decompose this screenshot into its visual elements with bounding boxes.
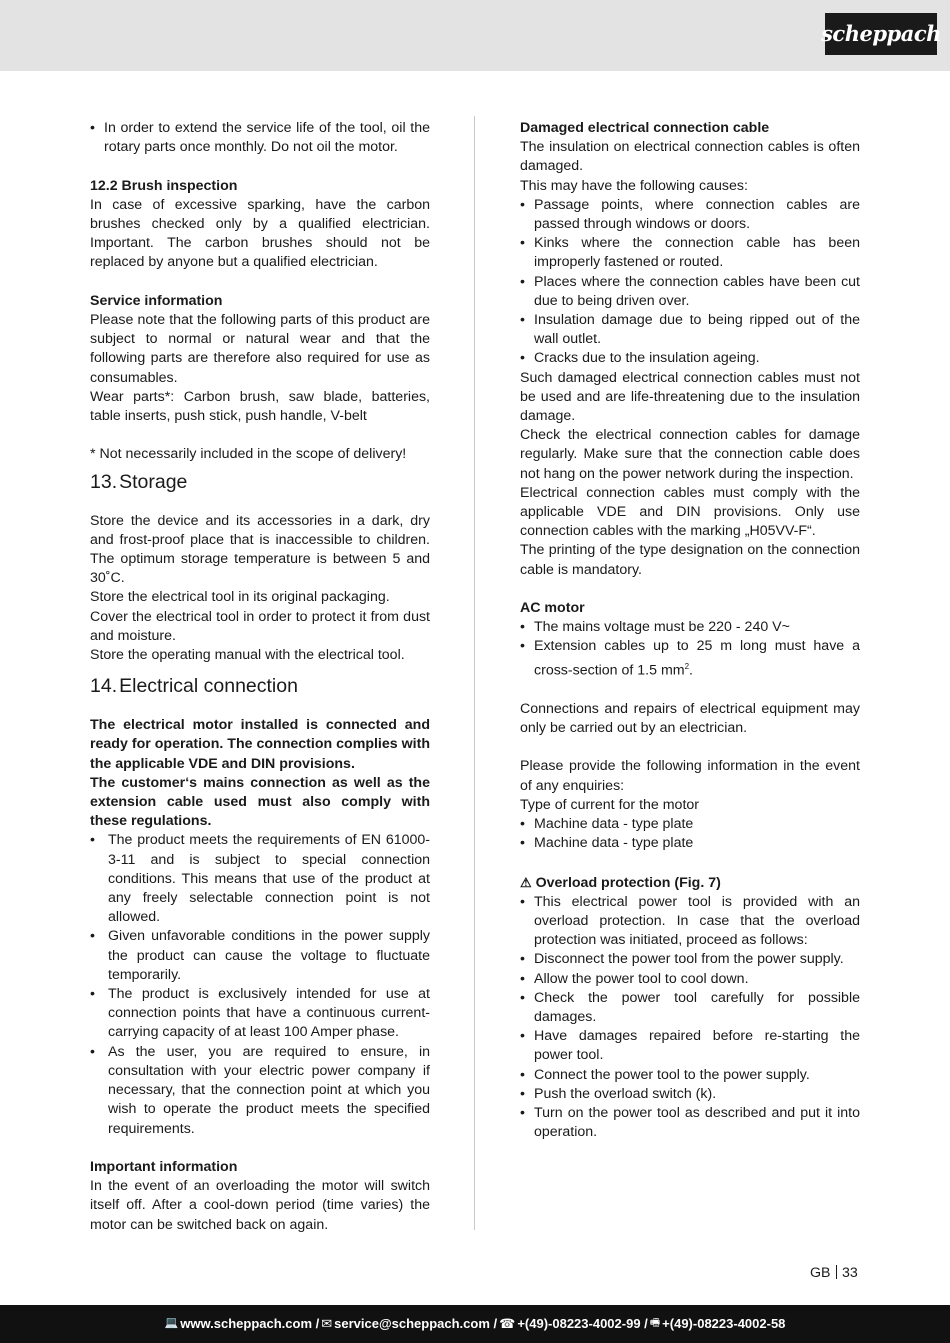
service-text-1: Please note that the following parts of this product are subject to normal or natural wear and that the following parts are therefore also required for use as consumables.: [90, 312, 430, 386]
electrical-bold-2: The customer‘s mains connection as well as the extension cable used must also comply with these regulations.: [90, 774, 430, 830]
list-item: • Have damages repaired before re-starting the power tool.: [520, 1027, 860, 1065]
page-number: [810, 1264, 858, 1283]
ac-motor-list: [520, 618, 860, 680]
list-item: [520, 637, 860, 680]
storage-title: Storage: [119, 470, 188, 493]
list-item: • Insulation damage due to being ripped out of the wall outlet.: [520, 311, 860, 349]
cable-para-3: Such damaged electrical connection cables must not be used and are life-threatening due to the insulation damage.: [520, 369, 860, 425]
warning-icon: ⚠: [520, 874, 532, 890]
important-heading: Important information: [90, 1158, 238, 1175]
list-item: • Connect the power tool to the power supply.: [520, 1066, 860, 1085]
storage-para-4: Store the operating manual with the electrical tool.: [90, 647, 405, 664]
list-item: • Passage points, where connection cables are passed through windows or doors.: [520, 196, 860, 234]
footer-website[interactable]: www.scheppach.com /: [180, 1316, 320, 1332]
fax-icon: 🖷: [649, 1317, 661, 1330]
footer-fax: +(49)-08223-4002-58: [662, 1316, 786, 1332]
column-divider: [474, 116, 475, 1230]
brush-text: In case of excessive sparking, have the carbon brushes checked only by a qualified electrician. Important. The carbon brushes should not be replaced by anyone but a qualified electrician.: [90, 196, 430, 271]
page-separator: [836, 1265, 838, 1279]
cable-para-4: Check the electrical connection cables for damage regularly. Make sure that the connection cable does not hang on the power network during the inspection.: [520, 427, 860, 482]
electrical-bold-1: The electrical motor installed is connected and ready for operation. The connection complies with the applicable VDE and DIN provisions.: [90, 717, 430, 772]
list-item: • Push the overload switch (k).: [520, 1085, 860, 1104]
ac-bullet-2-sup: 2: [684, 661, 690, 671]
important-text: In the event of an overloading the motor will switch itself off. After a cool-down period (time varies) the motor can be switched back on again.: [90, 1178, 430, 1233]
electrical-number: 14.: [90, 675, 118, 698]
list-item: • Given unfavorable conditions in the power supply the product can cause the voltage to fluctuate temporarily.: [90, 927, 430, 985]
list-item: • Cracks due to the insulation ageing.: [520, 349, 860, 368]
storage-para-3: Cover the electrical tool in order to protect it from dust and moisture.: [90, 608, 430, 644]
list-item: • As the user, you are required to ensure, in consultation with your electric power company if necessary, that the connection point at which you wish to operate the product meets the specified requirements.: [90, 1043, 430, 1139]
storage-heading: [90, 470, 430, 494]
cable-para-6: The printing of the type designation on the connection cable is mandatory.: [520, 542, 860, 578]
ac-motor-heading: AC motor: [520, 600, 585, 617]
overload-title: Overload protection (Fig. 7): [535, 874, 721, 891]
left-column: [90, 119, 430, 1235]
right-column: [520, 119, 860, 1142]
cable-para-1: The insulation on electrical connection cables is often damaged.: [520, 139, 860, 175]
list-item: • Machine data - type plate: [520, 815, 860, 834]
oil-bullet: • In order to extend the service life of the tool, oil the rotary parts once monthly. Do not oil the motor.: [90, 119, 430, 157]
list-item: • Places where the connection cables have been cut due to being driven over.: [520, 273, 860, 311]
storage-para-2: Store the electrical tool in its original packaging.: [90, 589, 390, 606]
list-item: • This electrical power tool is provided with an overload protection. In case that the overload protection was initiated, proceed as follows:: [520, 893, 860, 951]
list-item: • Disconnect the power tool from the power supply.: [520, 950, 860, 969]
footnote: * Not necessarily included in the scope of delivery!: [90, 446, 407, 463]
electrical-title: Electrical connection: [119, 675, 298, 698]
cable-para-5: Electrical connection cables must comply with the applicable VDE and DIN provisions. Only use connection cables with the marking „H05VV-F“.: [520, 484, 860, 540]
header-band: [0, 0, 950, 71]
overload-heading: [520, 873, 860, 893]
ac-bullet-2-text: Extension cables up to 25 m long must have a cross-section of 1.5 mm: [534, 638, 860, 679]
list-item: • The product meets the requirements of EN 61000-3-11 and is subject to special connection conditions. This means that use of the product at any freely selectable connection point is not allowed.: [90, 831, 430, 927]
list-item: • The mains voltage must be 220 - 240 V~: [520, 618, 860, 637]
service-heading: Service information: [90, 292, 223, 309]
cable-heading: Damaged electrical connection cable: [520, 120, 770, 136]
list-item: • Check the power tool carefully for possible damages.: [520, 989, 860, 1027]
cable-causes-list: [520, 196, 860, 369]
list-item: • Allow the power tool to cool down.: [520, 970, 860, 989]
phone-icon: ☎: [499, 1316, 516, 1332]
footer-phone: +(49)-08223-4002-99 /: [517, 1316, 648, 1332]
brush-heading: 12.2 Brush inspection: [90, 177, 238, 194]
ac-bullet-2-end: .: [689, 662, 693, 679]
enquiry-para-2: Type of current for the motor: [520, 796, 699, 813]
list-item: • Machine data - type plate: [520, 834, 860, 853]
list-item: • Kinks where the connection cable has been improperly fastened or routed.: [520, 234, 860, 272]
oil-list: [90, 119, 430, 157]
page-number-value: 33: [842, 1265, 858, 1281]
page-lang: GB: [810, 1265, 831, 1281]
mail-icon: ✉: [321, 1316, 333, 1332]
electrical-list: [90, 831, 430, 1138]
list-item: • The product is exclusively intended for use at connection points that have a continuous current-carrying capacity of at least 100 Amper phase.: [90, 985, 430, 1043]
repairs-text: Connections and repairs of electrical equipment may only be carried out by an electrician.: [520, 700, 860, 736]
brand-logo: scheppach: [825, 13, 937, 55]
enquiry-para-1: Please provide the following information in the event of any enquiries:: [520, 758, 860, 794]
footer-email[interactable]: service@scheppach.com /: [334, 1316, 498, 1332]
electrical-heading: [90, 674, 430, 698]
footer-bar: [0, 1305, 950, 1343]
service-text-2: Wear parts*: Carbon brush, saw blade, batteries, table inserts, push stick, push handle, V-belt: [90, 388, 430, 425]
storage-para-1: Store the device and its accessories in a dark, dry and frost-proof place that is inaccessible to children. The optimum storage temperature is between 5 and 30˚C.: [90, 512, 430, 587]
storage-number: 13.: [90, 470, 118, 493]
overload-list: [520, 893, 860, 1143]
enquiry-list: [520, 815, 860, 853]
cable-para-2: This may have the following causes:: [520, 177, 748, 194]
computer-icon: 💻: [164, 1317, 179, 1330]
list-item: • Turn on the power tool as described and put it into operation.: [520, 1104, 860, 1142]
